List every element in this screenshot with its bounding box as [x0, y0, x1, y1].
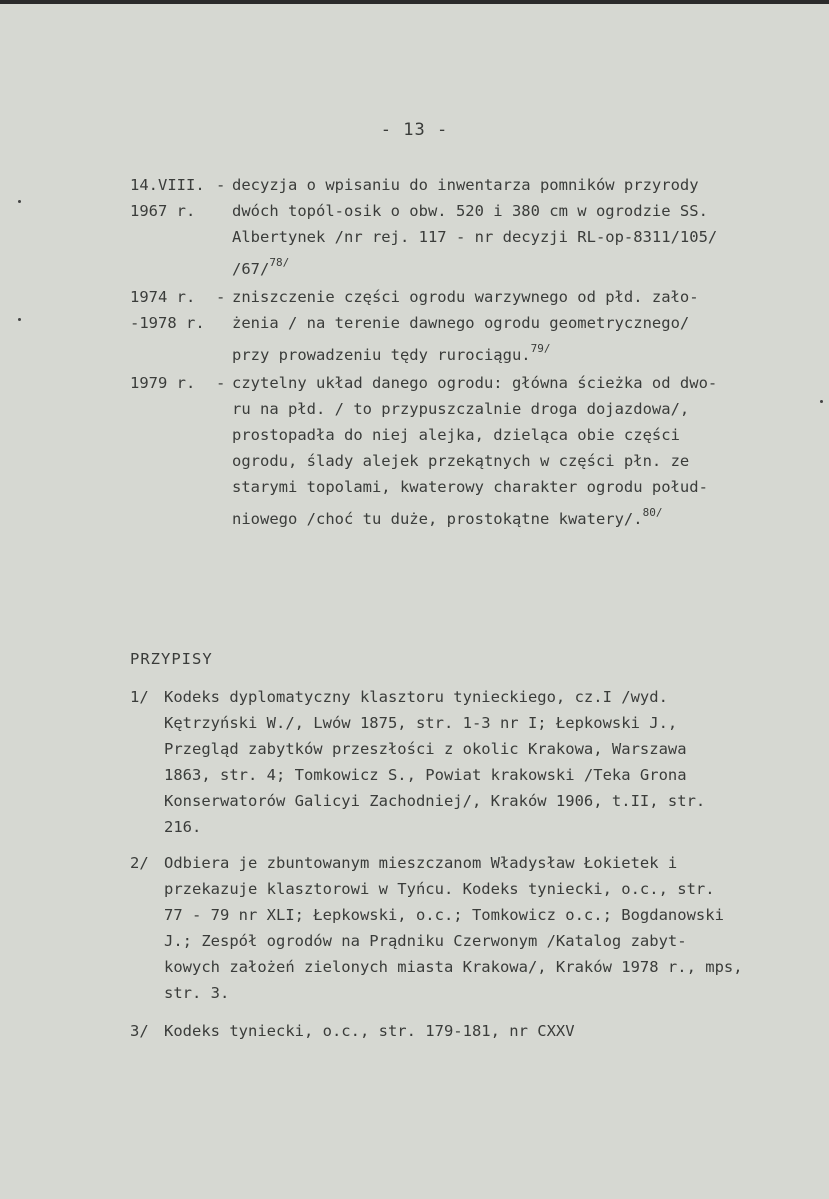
entry-dash: -	[216, 374, 226, 392]
footnote-text: Odbiera je zbuntowanym mieszczanom Władysław Łokietek i przekazuje klasztorowi w Tyńcu. Kodeks tyniecki, o.c., str. 77 - 79 nr XLI; Łepkowski, o.c.; Tomkowicz o.c.; Bogdanowski J.; Zespół ogrodów na Prądniku Czerwonym /Katalog zabyt- kowych założeń zielonych miasta Krakowa/, Kraków 1978 r., mps, str. 3.	[164, 854, 743, 1002]
footnote-number: 2/	[130, 854, 149, 872]
entry-text: decyzja o wpisaniu do inwentarza pomników przyrody dwóch topól-osik o obw. 520 i 380 cm w ogrodzie SS. Albertynek /nr rej. 117 - nr decyzji RL-op-8311/105/ /67/$^{78/}$	[232, 176, 718, 278]
scan-speck	[18, 200, 21, 203]
footnote-ref: 79/	[530, 342, 551, 355]
scan-edge	[0, 0, 829, 4]
footnote-text: Kodeks dyplomatyczny klasztoru tynieckiego, cz.I /wyd. Kętrzyński W./, Lwów 1875, str. 1-3 nr I; Łepkowski J., Przegląd zabytków przeszłości z okolic Krakowa, Warszawa 1863, str. 4; Tomkowicz S., Powiat krakowski /Teka Grona Konserwatorów Galicyi Zachodniej/, Kraków 1906, t.II, str. 216.	[164, 688, 706, 836]
page-number: - 13 -	[380, 120, 449, 140]
footnotes-heading: PRZYPISY	[130, 650, 213, 668]
entry-date: 1974 r. -1978 r.	[130, 288, 205, 332]
footnote-ref: 80/	[642, 506, 663, 519]
entry-date: 14.VIII. 1967 r.	[130, 176, 205, 220]
entry-text: zniszczenie części ogrodu warzywnego od płd. zało- żenia / na terenie dawnego ogrodu geometrycznego/ przy prowadzeniu tędy rurociągu.$^{79/}$	[232, 288, 699, 364]
footnote-text: Kodeks tyniecki, o.c., str. 179-181, nr CXXV	[164, 1022, 575, 1040]
entry-date: 1979 r.	[130, 374, 196, 392]
entry-dash: -	[216, 176, 226, 194]
footnote-number: 3/	[130, 1022, 149, 1040]
entry-dash: -	[216, 288, 226, 306]
footnote-ref: 78/	[269, 256, 290, 269]
scan-speck	[18, 318, 21, 321]
scan-speck	[820, 400, 823, 403]
entry-text: czytelny układ danego ogrodu: główna ścieżka od dwo- ru na płd. / to przypuszczalnie droga dojazdowa/, prostopadła do niej alejka, dzieląca obie części ogrodu, ślady alejek przekątnych w części płn. ze starymi topolami, kwaterowy charakter ogrodu połud- niowego /choć tu duże, prostokątne kwatery/.$^{80/}$	[232, 374, 718, 528]
footnote-number: 1/	[130, 688, 149, 706]
